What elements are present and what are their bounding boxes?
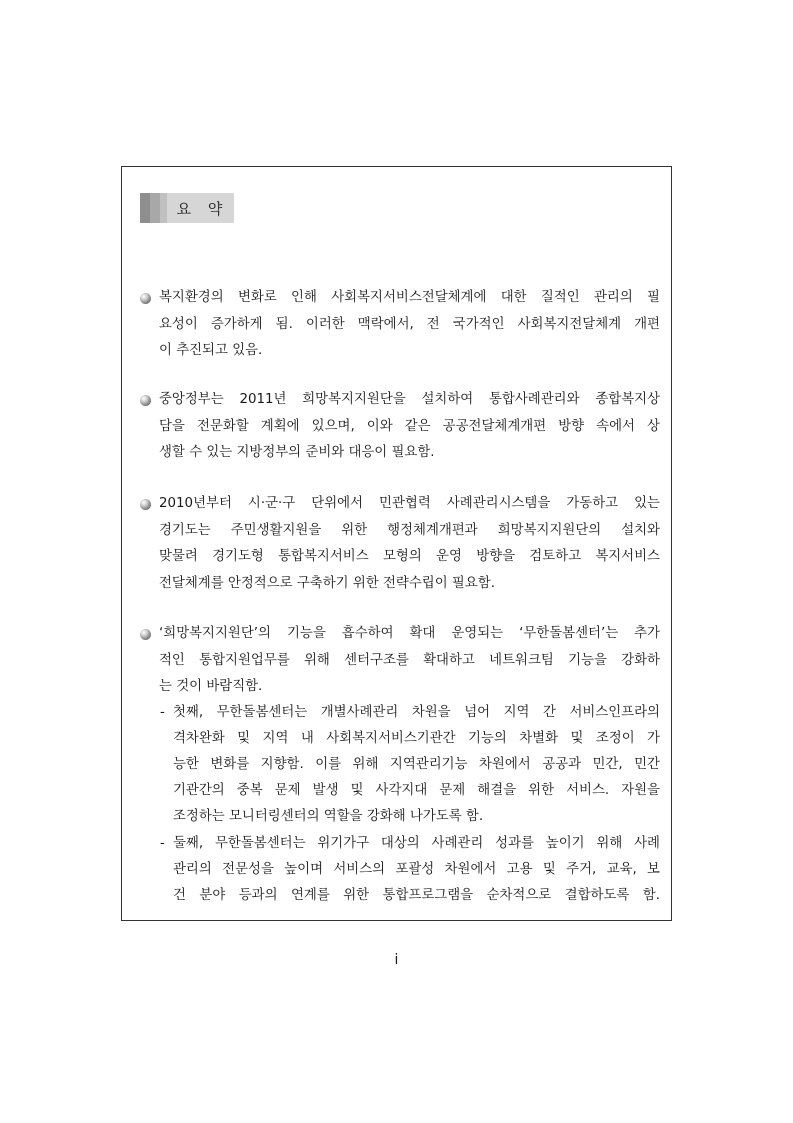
bullet-icon [140, 293, 151, 304]
summary-bullet [140, 285, 660, 365]
title-stripe [150, 193, 160, 223]
bullet-icon [140, 499, 151, 510]
sub-line: 건 분야 등과의 연계를 위한 통합프로그램을 순차적으로 결합하도록 함. [173, 888, 660, 903]
sub-line: 관리의 전문성을 높이며 서비스의 포괄성 차원에서 고용 및 주거, 교육, 보 [173, 862, 660, 877]
bullet-icon [140, 629, 151, 640]
bullet-line: 전달체계를 안정적으로 구축하기 위한 전략수립이 필요함. [159, 575, 495, 591]
bullet-line: 적인 통합지원업무를 위해 센터구조를 확대하고 네트워크팀 기능을 강화하 [159, 652, 660, 668]
sub-line: 조정하는 모니터링센터의 역할을 강화해 나가도록 함. [173, 809, 484, 824]
bullet-line: 담을 전문화할 계획에 있으며, 이와 같은 공공전달체계개편 방향 속에서 상 [159, 418, 660, 434]
dash-marker: - [160, 705, 165, 720]
sub-item [160, 700, 660, 830]
dash-marker: - [160, 836, 165, 851]
bullet-line: ‘희망복지지원단’의 기능을 흡수하여 확대 운영되는 ‘무한돌봄센터’는 추가 [159, 626, 660, 641]
title-stripe [140, 193, 150, 223]
bullet-line: 경기도는 주민생활지원을 위한 행정체계개편과 희망복지지원단의 설치와 [159, 522, 660, 538]
bullet-icon [140, 395, 151, 406]
summary-bullet [140, 387, 660, 467]
sub-line: 격차완화 및 지역 내 사회복지서비스기관간 기능의 차별화 및 조정이 가 [173, 731, 660, 746]
sub-line: 능한 변화를 지향함. 이를 위해 지역관리기능 차원에서 공공과 민간, 민간 [173, 757, 660, 772]
title-stripe [160, 193, 167, 223]
sub-line: 기관간의 중복 문제 발생 및 사각지대 문제 해결을 위한 서비스. 자원을 [173, 783, 660, 798]
bullet-line: 이 추진되고 있음. [159, 343, 263, 358]
sub-line: 첫째, 무한돌봄센터는 개별사례관리 차원을 넘어 지역 간 서비스인프라의 [173, 705, 660, 720]
summary-bullet [140, 621, 660, 701]
summary-bullet [140, 491, 660, 597]
summary-frame [121, 166, 672, 921]
summary-title: 요 약 [167, 193, 234, 223]
bullet-line: 요성이 증가하게 됨. 이러한 맥락에서, 전 국가적인 사회복지전달체계 개편 [159, 316, 660, 332]
bullet-line: 복지환경의 변화로 인해 사회복지서비스전달체계에 대한 질적인 관리의 필 [159, 290, 660, 305]
bullet-line: 2010년부터 시·군·구 단위에서 민관협력 사례관리시스템을 가동하고 있는 [159, 496, 660, 511]
sub-line: 둘째, 무한돌봄센터는 위기가구 대상의 사례관리 성과를 높이기 위해 사례 [173, 836, 660, 851]
page-number: i [394, 952, 399, 968]
sub-item [160, 831, 660, 909]
bullet-line: 중앙정부는 2011년 희망복지지원단을 설치하여 통합사례관리와 종합복지상 [159, 392, 660, 407]
bullet-line: 는 것이 바람직함. [159, 679, 263, 694]
bullet-line: 맞물려 경기도형 통합복지서비스 모형의 운영 방향을 검토하고 복지서비스 [159, 549, 660, 564]
bullet-line: 생할 수 있는 지방정부의 준비와 대응이 필요함. [159, 445, 435, 460]
summary-title-box [140, 193, 234, 223]
